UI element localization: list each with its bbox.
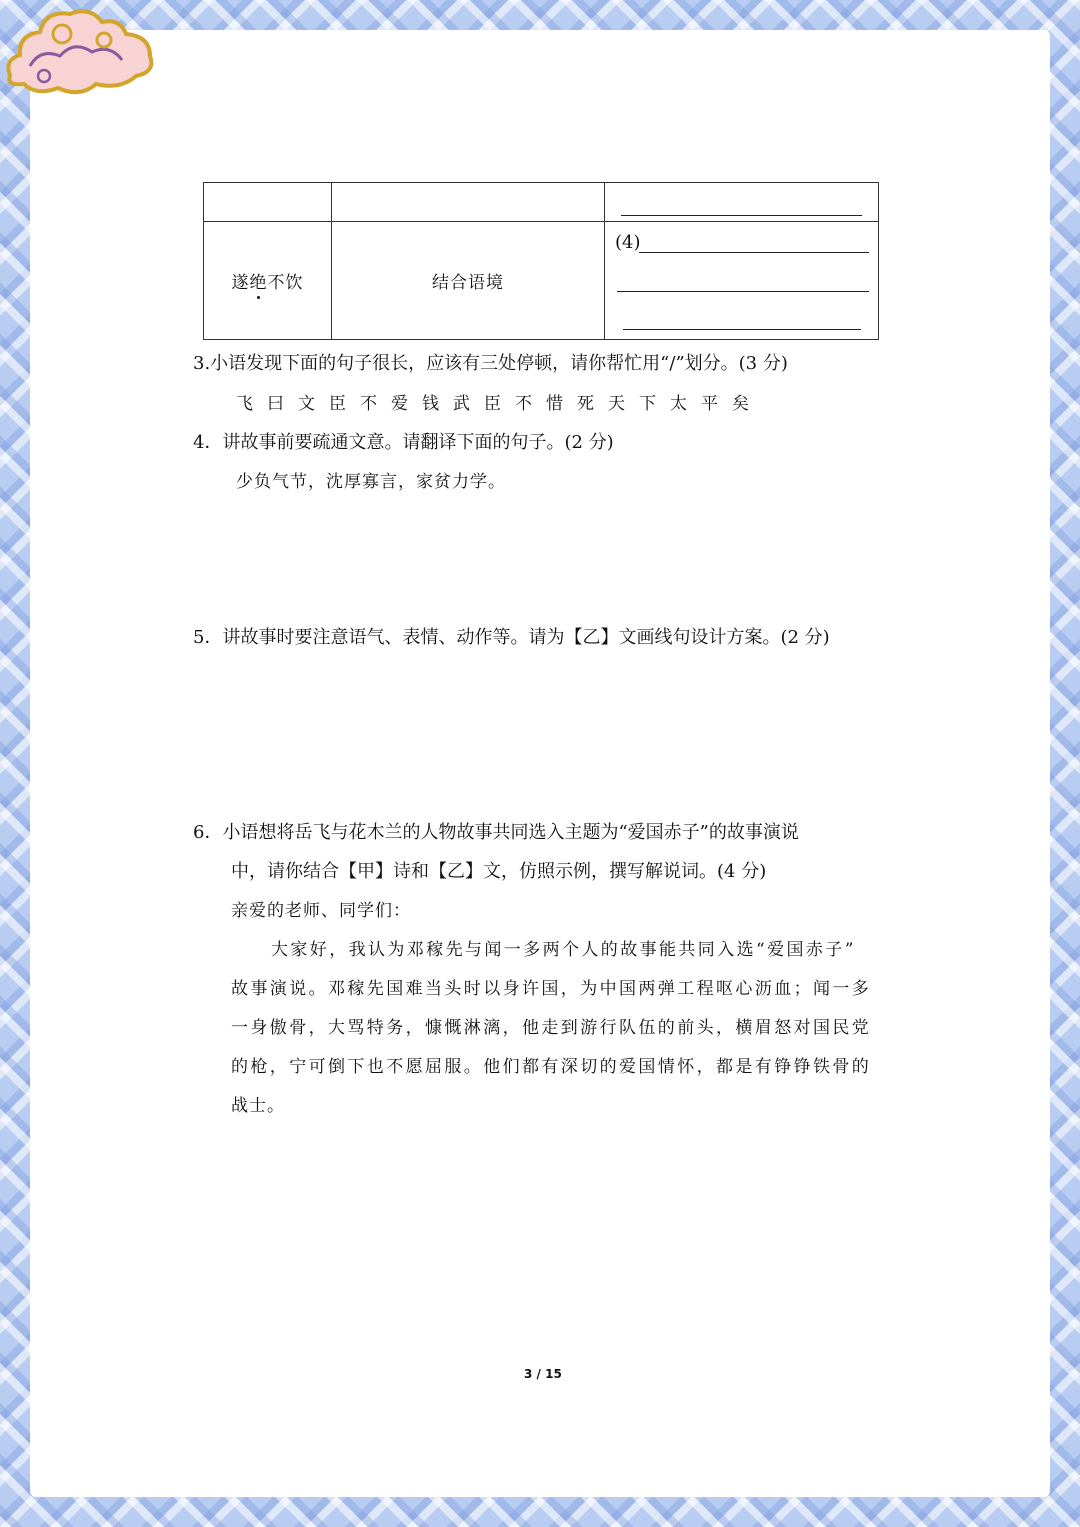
table-cell-method — [332, 183, 605, 222]
question-6-line-1: 6．小语想将岳飞与花木兰的人物故事共同选入主题为“爱国赤子”的故事演说 — [193, 822, 799, 843]
page-number: 3 / 15 — [524, 1367, 562, 1381]
example-line: 故事演说。邓稼先国难当头时以身许国，为中国两弹工程呕心沥血；闻一多 — [231, 979, 872, 999]
emphasized-char: 绝 — [249, 273, 268, 293]
answer-line[interactable] — [639, 252, 869, 253]
table-cell-answer[interactable] — [605, 222, 879, 340]
cloud-ornament-icon — [0, 0, 160, 110]
table-cell-answer[interactable] — [605, 183, 879, 222]
question-3: 3.小语发现下面的句子很长，应该有三处停顿，请你帮忙用“/”划分。(3 分) — [193, 353, 788, 374]
word-text: 遂 — [231, 273, 250, 293]
answer-line[interactable] — [617, 291, 869, 292]
example-line: 大家好，我认为邓稼先与闻一多两个人的故事能共同入选“爱国赤子” — [271, 940, 856, 960]
table-cell-word — [204, 222, 332, 340]
table-row — [204, 183, 879, 222]
question-3-sentence: 飞曰文臣不爱钱武臣不惜死天下太平矣 — [236, 394, 763, 414]
table-cell-word — [204, 183, 332, 222]
table-row — [204, 222, 879, 340]
question-4: 4．讲故事前要疏通文意。请翻译下面的句子。(2 分) — [193, 432, 614, 453]
question-4-sentence: 少负气节，沈厚寡言，家贫力学。 — [236, 472, 506, 492]
example-greeting: 亲爱的老师、同学们： — [231, 901, 411, 921]
question-6-line-2: 中，请你结合【甲】诗和【乙】文，仿照示例，撰写解说词。(4 分) — [231, 861, 767, 882]
table-cell-method: 结合语境 — [332, 222, 605, 340]
answer-line[interactable] — [623, 329, 861, 330]
answer-line[interactable] — [621, 215, 862, 216]
question-5: 5．讲故事时要注意语气、表情、动作等。请为【乙】文画线句设计方案。(2 分) — [193, 627, 830, 648]
word-text: 不饮 — [267, 273, 304, 293]
example-line: 一身傲骨，大骂特务，慷慨淋漓，他走到游行队伍的前头，横眉怒对国民党 — [231, 1018, 872, 1038]
example-line: 战士。 — [231, 1096, 285, 1116]
answer-table — [203, 182, 879, 340]
example-line: 的枪，宁可倒下也不愿屈服。他们都有深切的爱国情怀，都是有铮铮铁骨的 — [231, 1057, 872, 1077]
answer-label: (4) — [615, 232, 641, 253]
